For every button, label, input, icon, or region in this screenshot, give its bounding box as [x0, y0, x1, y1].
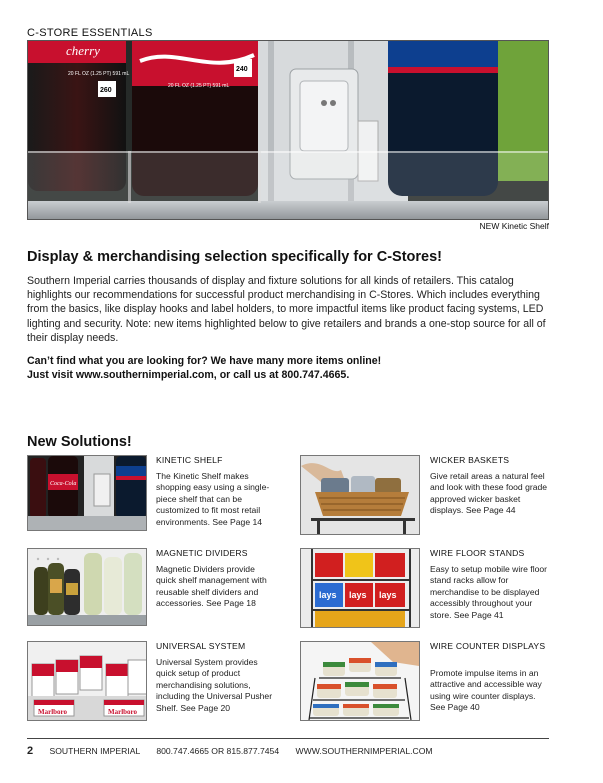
hero-label-260: 260	[100, 87, 112, 94]
cta-block	[27, 354, 567, 382]
footer-phones: 800.747.4665 OR 815.877.7454	[156, 746, 280, 756]
wicker-baskets-illustration	[301, 456, 420, 535]
universal-thumb-brand-1: Marlboro	[38, 708, 68, 716]
wire-floor-stands-desc: Easy to setup mobile wire floor stand racks allow for merchandise to be displayed accessibly throughout your store. See Page 41	[430, 564, 548, 620]
hero-label-volume-1: 20 FL OZ (1.25 PT) 591 mL	[68, 71, 130, 77]
wire-counter-displays-desc: Promote impulse items in an attractive and accessible way using wire counter displays. See Page 40	[430, 668, 542, 713]
wire-floor-stands-illustration	[301, 549, 420, 628]
floor-stand-thumb-brand-2: lays	[349, 590, 367, 600]
wicker-baskets-desc: Give retail areas a natural feel and look with these food grade approved wicker basket displays. See Page 44	[430, 471, 548, 516]
cta-line-2: Just visit www.southernimperial.com, or call us at 800.747.4665.	[27, 369, 350, 381]
headline: Display & merchandising selection specifically for C-Stores!	[27, 249, 442, 265]
footer-company: SOUTHERN IMPERIAL	[49, 746, 140, 756]
hero-illustration	[28, 41, 549, 220]
floor-stand-thumb-brand-3: lays	[379, 590, 397, 600]
hero-label-cherry: cherry	[66, 43, 100, 58]
magnetic-dividers-title: MAGNETIC DIVIDERS	[156, 548, 248, 558]
page-number: 2	[27, 745, 34, 757]
magnetic-dividers-illustration	[28, 549, 147, 626]
hero-image	[27, 40, 549, 220]
kinetic-shelf-thumb	[27, 455, 147, 531]
section-label: C-STORE ESSENTIALS	[27, 27, 153, 39]
wire-counter-displays-thumb	[300, 641, 420, 721]
hero-label-volume-2: 20 FL OZ (1.25 PT) 591 mL	[168, 83, 230, 89]
wire-counter-displays-illustration	[301, 642, 420, 721]
universal-system-desc: Universal System provides quick setup of product merchandising solutions, including the Universal Pusher Shelf. See Page 20	[156, 657, 273, 713]
hero-label-240: 240	[236, 66, 248, 73]
universal-thumb-brand-2: Marlboro	[108, 708, 138, 716]
intro-paragraph: Southern Imperial carries thousands of display and fixture solutions for all kinds of retailers. This catalog highlights our recommendations for successful product merchandising in C-Stores. Which includes everything from the basics, like display hooks and label holders, to more impactful items like product facing systems, LED lighting and security. Note: new items highlighted below to give retailers and brands a one-stop source for all of their display needs.	[27, 275, 546, 344]
magnetic-dividers-desc: Magnetic Dividers provide quick shelf management with reusable shelf dividers and accessories. See Page 18	[156, 564, 267, 609]
footer-rule	[27, 738, 549, 739]
kinetic-shelf-illustration	[28, 456, 147, 531]
magnetic-dividers-thumb	[27, 548, 147, 626]
wicker-baskets-thumb	[300, 455, 420, 535]
wire-counter-displays-title: WIRE COUNTER DISPLAYS	[430, 641, 546, 651]
new-solutions-title: New Solutions!	[27, 434, 132, 450]
wicker-baskets-title: WICKER BASKETS	[430, 455, 510, 465]
kinetic-shelf-desc: The Kinetic Shelf makes shopping easy using a single-piece shelf that can be customized to fit most retail environments. See Page 14	[156, 471, 270, 527]
kinetic-thumb-coke: Coca-Cola	[50, 481, 77, 487]
universal-system-thumb	[27, 641, 147, 721]
footer-website[interactable]: WWW.SOUTHERNIMPERIAL.COM	[295, 746, 433, 756]
cta-line-1: Can’t find what you are looking for? We have many more items online!	[27, 355, 382, 367]
universal-system-title: UNIVERSAL SYSTEM	[156, 641, 246, 651]
footer	[27, 745, 433, 757]
universal-system-illustration	[28, 642, 147, 721]
wire-floor-stands-thumb	[300, 548, 420, 628]
floor-stand-thumb-brand-1: lays	[319, 590, 337, 600]
hero-caption: NEW Kinetic Shelf	[479, 221, 549, 231]
wire-floor-stands-title: WIRE FLOOR STANDS	[430, 548, 525, 558]
kinetic-shelf-title: KINETIC SHELF	[156, 455, 223, 465]
